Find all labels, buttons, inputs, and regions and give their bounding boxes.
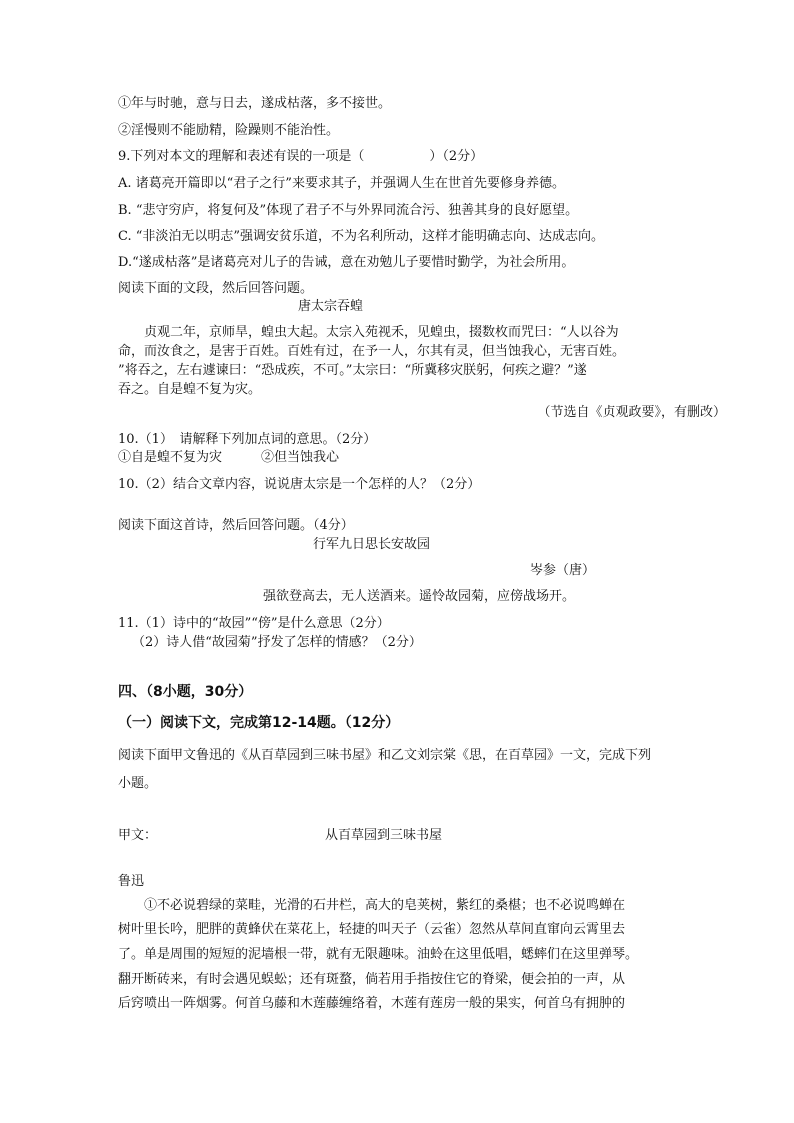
passage-line: 吞之。自是蝗不复为灾。 [118,382,262,397]
intro-line: 阅读下面甲文鲁迅的《从百草园到三味书屋》和乙文刘宗棠《思，在百草园》一文，完成下列 [118,748,652,763]
jia-line: 后窍喷出一阵烟雾。何首乌藤和木莲藤缠络着，木莲有莲房一般的果实，何首乌有拥肿的 [118,996,626,1011]
jia-line: ①不必说碧绿的菜畦，光滑的石井栏，高大的皂荚树，紫红的桑椹；也不必说鸣蝉在 [118,898,626,913]
instruction: 阅读下面的文段，然后回答问题。 [118,281,314,296]
option-d: D.“遂成枯落”是诸葛亮对儿子的告诫，意在劝勉儿子要惜时勤学，为社会所用。 [118,255,575,270]
poem-intro: 阅读下面这首诗，然后回答问题。（4分） [118,518,354,533]
text-line: ②淫慢则不能励精，险躁则不能治性。 [118,123,340,138]
question-9: 9.下列对本文的理解和表述有误的一项是（ ）（2分） [118,149,484,164]
jia-line: 了。单是周围的短短的泥墙根一带，就有无限趣味。油蛉在这里低唱，蟋蟀们在这里弹琴。 [118,947,639,962]
question-11-2: （2）诗人借“故园菊”抒发了怎样的情感？（2分） [132,635,422,650]
jia-title: 从百草园到三味书屋 [325,828,443,843]
question-10-1: 10.（1） 请解释下列加点词的意思。（2分） [118,432,377,447]
jia-author: 鲁迅 [118,874,145,889]
poem-text: 强欲登高去，无人送酒来。遥怜故园菊，应傍战场开。 [263,589,576,604]
text-line: ①年与时驰，意与日去，遂成枯落，多不接世。 [118,96,392,111]
passage-line: 贞观二年，京师旱，蝗虫大起。太宗入苑视禾，见蝗虫，掇数枚而咒曰：“人以谷为 [118,325,619,340]
intro-line: 小题。 [118,776,158,791]
passage-title: 唐太宗吞蝗 [298,299,364,314]
passage-line: ”将吞之，左右遽谏曰：“恐成疾，不可。”太宗曰：“所冀移灾朕躬，何疾之避？”遂 [118,363,587,378]
option-a: A. 诸葛亮开篇即以“君子之行”来要求其子，并强调人生在世首先要修身养德。 [118,176,565,191]
passage-line: 命，而汝食之，是害于百姓。百姓有过，在予一人，尔其有灵，但当蚀我心，无害百姓。 [118,344,626,359]
jia-label: 甲文： [118,828,158,843]
option-c: C. “非淡泊无以明志”强调安贫乐道，不为名利所动，这样才能明确志向、达成志向。 [118,229,605,244]
subsection-heading: （一）阅读下文，完成第12-14题。（12分） [118,715,400,731]
section-heading: 四、（8小题，30分） [118,684,253,700]
poem-author: 岑参（唐） [530,563,596,578]
question-10-1-items: ①自是蝗不复为灾 ②但当蚀我心 [118,450,340,465]
passage-source: （节选自《贞观政要》，有删改） [537,405,726,420]
jia-line: 树叶里长吟，肥胖的黄蜂伏在菜花上，轻捷的叫天子（云雀）忽然从草间直窜向云霄里去 [118,922,626,937]
question-11-1: 11.（1）诗中的“故园”“傍”是什么意思（2分） [118,616,390,631]
question-10-2: 10.（2）结合文章内容，说说唐太宗是一个怎样的人？（2分） [118,477,481,492]
poem-title: 行军九日思长安故园 [313,537,431,552]
jia-line: 翻开断砖来，有时会遇见蜈蚣；还有斑蝥，倘若用手指按住它的脊梁，便会拍的一声，从 [118,972,626,987]
option-b: B. “悲守穷庐，将复何及”体现了君子不与外界同流合污、独善其身的良好愿望。 [118,203,579,218]
